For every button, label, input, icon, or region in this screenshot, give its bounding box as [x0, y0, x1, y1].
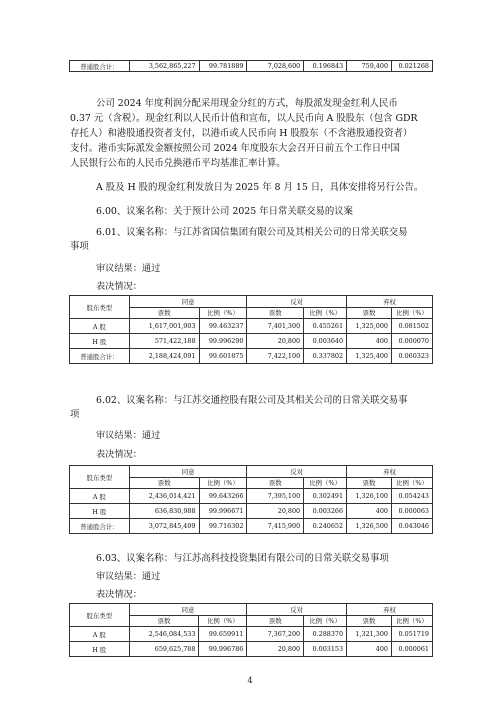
dividend-line-3: 存托人）和港股通投资者支付，以港币或人民币向 H 股股东（不含港股通投资者） [70, 128, 413, 139]
against-header: 反对 [247, 604, 347, 616]
against-ratio-cell: 0.302491 [304, 489, 347, 504]
table-row [70, 334, 433, 349]
abstain-votes-cell: 400 [347, 334, 392, 349]
abstain-ratio-cell: 0.000070 [391, 334, 432, 349]
review-result-6-01: 审议结果：通过 [96, 263, 161, 274]
vote-status-6-01: 表决情况： [96, 281, 142, 292]
item-6-01-title-line-2: 事项 [70, 241, 89, 252]
table-row [70, 489, 433, 504]
share-type-cell: H 股 [70, 334, 130, 349]
share-type-cell: H 股 [70, 504, 130, 519]
votes-header: 票数 [247, 615, 304, 627]
abstain-ratio-cell: 0.021268 [392, 61, 433, 72]
against-ratio-cell: 0.337802 [304, 349, 347, 364]
agree-ratio-cell: 99.716302 [199, 519, 247, 534]
agree-votes-cell: 2,546,084,533 [129, 627, 199, 642]
against-votes-cell: 7,422,100 [247, 349, 304, 364]
ratio-header: 比例（%） [199, 615, 247, 627]
against-ratio-cell: 0.196843 [304, 61, 347, 72]
votes-header: 票数 [129, 307, 199, 319]
dividend-line-2: 0.37 元（含税）。现金红利以人民币计值和宣布，以人民币向 A 股股东（包含 GDR [70, 113, 418, 124]
votes-header: 票数 [347, 307, 392, 319]
share-type-cell: 普通股合计： [70, 61, 130, 72]
against-ratio-cell: 0.455261 [304, 319, 347, 334]
item-6-01-title-line-1: 6.01、议案名称：与江苏省国信集团有限公司及其相关公司的日常关联交易 [96, 227, 408, 238]
agree-votes-cell: 2,188,424,091 [129, 349, 199, 364]
item-6-title: 6.00、议案名称：关于预计公司 2025 年日常关联交易的议案 [96, 206, 353, 217]
share-type-cell: A 股 [70, 319, 130, 334]
abstain-header: 弃权 [347, 296, 433, 308]
item-6-03-title: 6.03、议案名称：与江苏高科技投资集团有限公司的日常关联交易事项 [96, 553, 389, 564]
share-type-header: 股东类型 [70, 604, 130, 627]
table-row [70, 61, 433, 72]
share-type-header: 股东类型 [70, 296, 130, 319]
against-votes-cell: 7,395,100 [247, 489, 304, 504]
vote-table-6-02 [69, 465, 433, 534]
abstain-votes-cell: 1,326,100 [347, 489, 392, 504]
abstain-ratio-cell: 0.060323 [391, 349, 432, 364]
abstain-votes-cell: 1,326,500 [347, 519, 392, 534]
agree-ratio-cell: 99.659911 [199, 627, 247, 642]
agree-ratio-cell: 99.996671 [199, 504, 247, 519]
agree-ratio-cell: 99.463237 [199, 319, 247, 334]
table-row [70, 627, 433, 642]
share-type-cell: A 股 [70, 627, 130, 642]
abstain-ratio-cell: 0.081502 [391, 319, 432, 334]
share-type-cell: 普通股合计： [70, 519, 130, 534]
review-result-6-02: 审议结果：通过 [96, 430, 161, 441]
share-type-header: 股东类型 [70, 466, 130, 489]
dividend-line-5: 人民银行公布的人民币兑换港币平均基准汇率计算。 [70, 158, 286, 169]
agree-ratio-cell: 99.996290 [199, 334, 247, 349]
abstain-votes-cell: 759,400 [347, 61, 392, 72]
against-votes-cell: 7,415,900 [247, 519, 304, 534]
abstain-ratio-cell: 0.051719 [391, 627, 432, 642]
vote-status-6-02: 表决情况： [96, 449, 142, 460]
vote-table-6-03 [69, 603, 433, 657]
against-ratio-cell: 0.240652 [304, 519, 347, 534]
against-votes-cell: 7,028,600 [247, 61, 304, 72]
table-row [70, 642, 433, 657]
abstain-votes-cell: 1,325,000 [347, 319, 392, 334]
share-type-cell: A 股 [70, 489, 130, 504]
agree-header: 同意 [129, 466, 247, 478]
abstain-votes-cell: 1,325,400 [347, 349, 392, 364]
ratio-header: 比例（%） [304, 307, 347, 319]
against-votes-cell: 20,800 [247, 334, 304, 349]
ratio-header: 比例（%） [199, 307, 247, 319]
ratio-header: 比例（%） [304, 615, 347, 627]
votes-header: 票数 [347, 615, 392, 627]
abstain-ratio-cell: 0.043046 [391, 519, 432, 534]
agree-ratio-cell: 99.601875 [199, 349, 247, 364]
agree-votes-cell: 571,422,188 [129, 334, 199, 349]
ratio-header: 比例（%） [199, 477, 247, 489]
votes-header: 票数 [129, 477, 199, 489]
agree-votes-cell: 1,617,001,903 [129, 319, 199, 334]
agree-votes-cell: 3,072,845,409 [129, 519, 199, 534]
votes-header: 票数 [129, 615, 199, 627]
agree-votes-cell: 636,830,988 [129, 504, 199, 519]
payment-date-paragraph: A 股及 H 股的现金红利发放日为 2025 年 8 月 15 日，具体安排将另行公告。 [96, 182, 424, 193]
agree-header: 同意 [129, 296, 247, 308]
agree-ratio-cell: 99.781889 [199, 61, 247, 72]
against-ratio-cell: 0.288370 [304, 627, 347, 642]
votes-header: 票数 [247, 477, 304, 489]
abstain-header: 弃权 [347, 466, 433, 478]
against-votes-cell: 20,800 [247, 504, 304, 519]
vote-status-6-03: 表决情况： [96, 589, 142, 600]
against-votes-cell: 7,367,200 [247, 627, 304, 642]
abstain-header: 弃权 [347, 604, 433, 616]
agree-ratio-cell: 99.643266 [199, 489, 247, 504]
abstain-ratio-cell: 0.054243 [391, 489, 432, 504]
against-votes-cell: 20,800 [247, 642, 304, 657]
vote-table-6-01 [69, 295, 433, 364]
abstain-votes-cell: 400 [347, 642, 392, 657]
abstain-ratio-cell: 0.000061 [391, 642, 432, 657]
against-ratio-cell: 0.003153 [304, 642, 347, 657]
share-type-cell: 普通股合计： [70, 349, 130, 364]
against-ratio-cell: 0.003640 [304, 334, 347, 349]
table-row [70, 319, 433, 334]
against-votes-cell: 7,401,300 [247, 319, 304, 334]
abstain-ratio-cell: 0.000063 [391, 504, 432, 519]
agree-ratio-cell: 99.996786 [199, 642, 247, 657]
agree-votes-cell: 659,625,788 [129, 642, 199, 657]
against-header: 反对 [247, 466, 347, 478]
abstain-votes-cell: 1,321,300 [347, 627, 392, 642]
table-row [70, 504, 433, 519]
against-header: 反对 [247, 296, 347, 308]
abstain-votes-cell: 400 [347, 504, 392, 519]
table-row [70, 519, 433, 534]
page-number: 4 [247, 676, 253, 685]
agree-votes-cell: 3,562,865,227 [129, 61, 199, 72]
dividend-line-4: 支付。港币实际派发金额按照公司 2024 年度股东大会召开日前五个工作日中国 [70, 143, 400, 154]
table-row [70, 349, 433, 364]
votes-header: 票数 [347, 477, 392, 489]
votes-header: 票数 [247, 307, 304, 319]
table-header-row [70, 296, 433, 308]
item-6-02-title-line-1: 6.02、议案名称：与江苏交通控股有限公司及其相关公司的日常关联交易事 [96, 395, 408, 406]
dividend-line-1: 公司 2024 年度利润分配采用现金分红的方式，每股派发现金红利人民币 [96, 98, 398, 109]
table-header-row [70, 466, 433, 478]
prev-total-table [69, 60, 433, 72]
agree-header: 同意 [129, 604, 247, 616]
review-result-6-03: 审议结果：通过 [96, 571, 161, 582]
item-6-02-title-line-2: 项 [70, 409, 80, 420]
ratio-header: 比例（%） [391, 615, 432, 627]
ratio-header: 比例（%） [391, 307, 432, 319]
table-header-row [70, 604, 433, 616]
ratio-header: 比例（%） [391, 477, 432, 489]
ratio-header: 比例（%） [304, 477, 347, 489]
agree-votes-cell: 2,436,014,421 [129, 489, 199, 504]
against-ratio-cell: 0.003266 [304, 504, 347, 519]
share-type-cell: H 股 [70, 642, 130, 657]
